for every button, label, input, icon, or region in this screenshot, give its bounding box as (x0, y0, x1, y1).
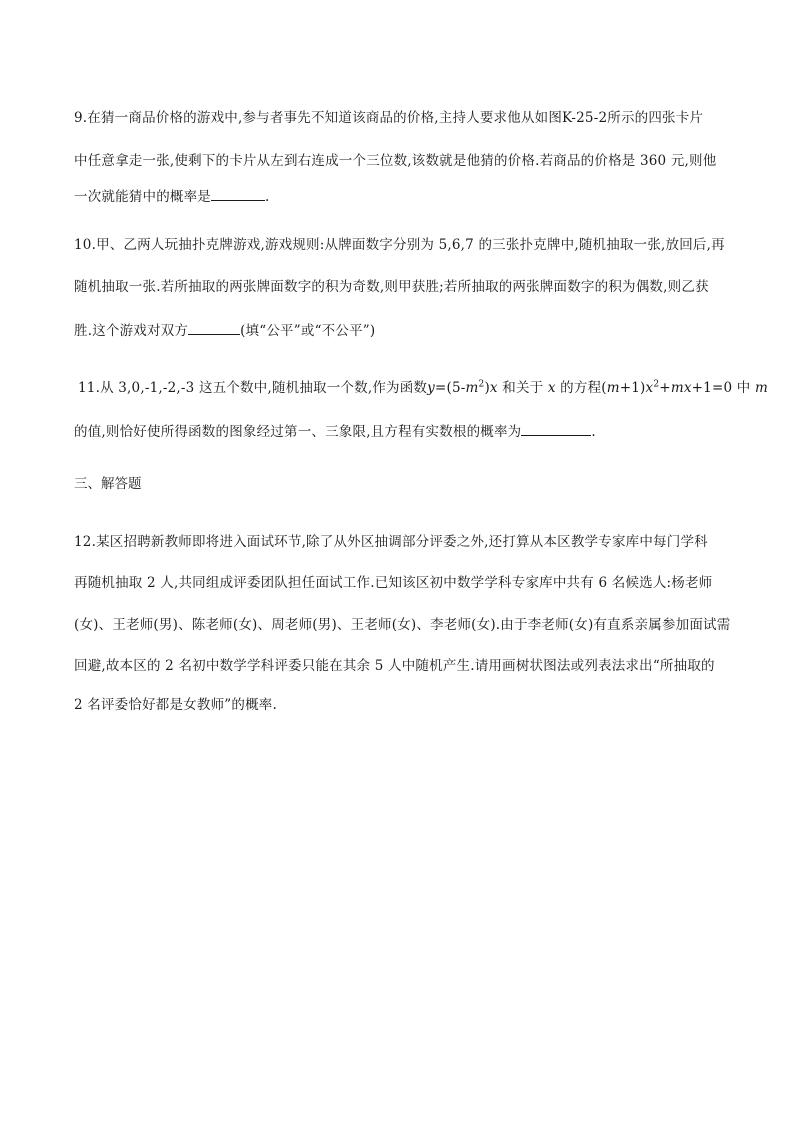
q11-eq-sup: 2 (653, 379, 660, 390)
q10-line-3-end: (填“公平”或“不公平”) (240, 323, 376, 339)
q9-line-2: 中任意拿走一张,使剩下的卡片从左到右连成一个三位数,该数就是他猜的价格.若商品的价格是 360 元,则他 (74, 153, 717, 169)
q11-func-close: ) (484, 380, 490, 396)
q11-func-eq: =(5- (434, 380, 466, 396)
q11-text-b: 和关于 (497, 380, 548, 396)
q11-eq-m-end: m (754, 380, 768, 396)
q9-answer-blank[interactable] (211, 186, 265, 201)
q11-func-x: x (489, 380, 498, 396)
q11-line-1 (78, 378, 768, 398)
q12-line-2: 再随机抽取 2 人,共同组成评委团队担任面试工作.已知该区初中数学学科专家库中共有 6 名候选人:杨老师 (74, 575, 713, 591)
section-title: 三、解答题 (74, 476, 142, 492)
q12-line-5: 2 名评委恰好都是女教师”的概率. (74, 697, 277, 713)
q9-line-3-text: 一次就能猜中的概率是 (74, 189, 211, 205)
q11-func-m: m (465, 380, 479, 396)
q9-line-3-end: . (265, 189, 270, 205)
q11-line-2-end: . (591, 424, 596, 440)
q10-line-2: 随机抽取一张.若所抽取的两张牌面数字的积为奇数,则甲获胜;若所抽取的两张牌面数字的积为偶数,则乙获 (74, 279, 709, 295)
q11-var-x: x (547, 380, 556, 396)
q11-line-2 (74, 421, 734, 442)
q11-eq-part1: +1) (619, 380, 646, 396)
q10-line-1: 10.甲、乙两人玩抽扑克牌游戏,游戏规则:从牌面数字分别为 5,6,7 的三张扑克牌中,随机抽取一张,放回后,再 (74, 237, 725, 253)
q11-func-y: y (427, 380, 435, 396)
q11-line-2-text: 的值,则恰好使所得函数的图象经过第一、三象限,且方程有实数根的概率为 (74, 424, 522, 440)
q11-func-sup: 2 (478, 379, 485, 390)
q10-line-3 (74, 320, 734, 341)
q11-answer-blank[interactable] (521, 421, 591, 436)
q10-answer-blank[interactable] (188, 320, 240, 335)
q11-eq-m: m (606, 380, 620, 396)
q9-line-1: 9.在猜一商品价格的游戏中,参与者事先不知道该商品的价格,主持人要求他从如图K-25-2所示的四张卡片 (74, 110, 704, 126)
q12-line-3: (女)、王老师(男)、陈老师(女)、周老师(男)、王老师(女)、李老师(女).由于李老师(女)有直系亲属参加面试需 (74, 617, 731, 633)
q11-eq-mx: mx (670, 380, 692, 396)
q9-line-3 (74, 186, 734, 207)
q10-line-3-text: 胜.这个游戏对双方 (74, 323, 189, 339)
q11-eq-plus: + (659, 380, 671, 396)
q11-text-c: 的方程( (555, 380, 607, 396)
q12-line-4: 回避,故本区的 2 名初中数学学科评委只能在其余 5 人中随机产生.请用画树状图法或列表法求出“所抽取的 (74, 658, 715, 674)
q11-eq-x: x (645, 380, 654, 396)
q11-eq-rest: +1=0 中 (691, 380, 755, 396)
q12-line-1: 12.某区招聘新教师即将进入面试环节,除了从外区抽调部分评委之外,还打算从本区教学专家库中每门学科 (74, 534, 708, 550)
q11-text-a: 11.从 3,0,-1,-2,-3 这五个数中,随机抽取一个数,作为函数 (78, 380, 428, 396)
